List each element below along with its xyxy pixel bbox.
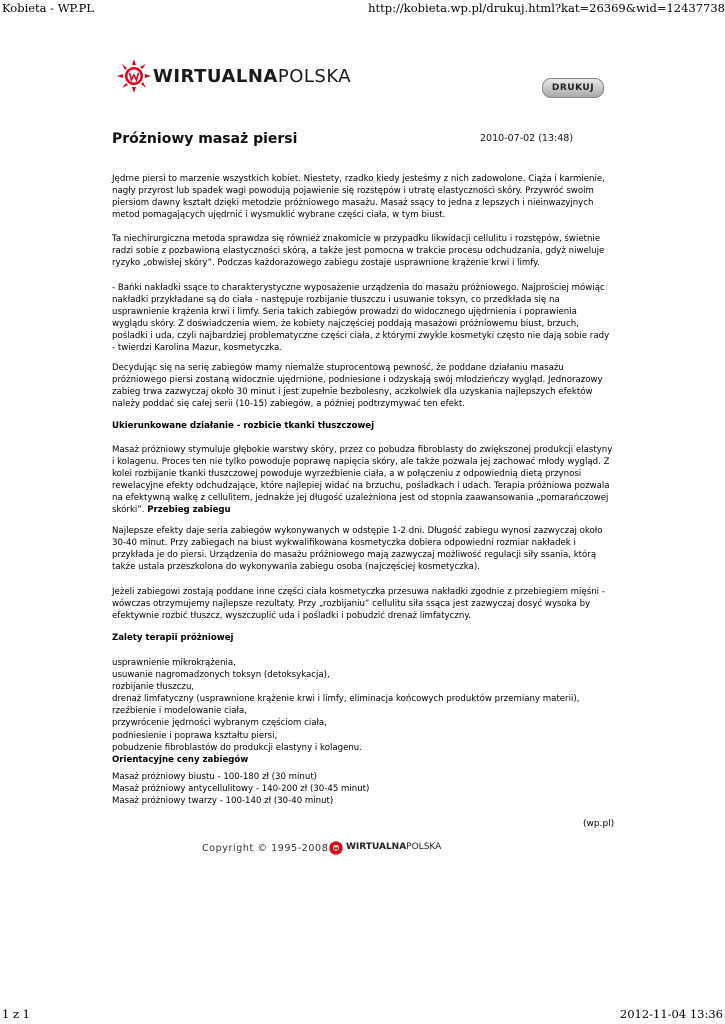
list-item: rzeźbienie i modelowanie ciała, [112,706,247,717]
benefits-list [112,657,614,766]
page-count: 1 z 1 [2,1007,31,1021]
section-heading-1: Ukierunkowane działanie - rozbicie tkanki tłuszczowej [112,421,375,431]
print-header [0,0,725,16]
wp-logo-icon [328,840,344,856]
list-item: podniesienie i poprawa kształtu piersi, [112,730,278,741]
page-url-header: http://kobieta.wp.pl/drukuj.html?kat=26369&wid=12437738 [368,1,725,15]
wp-logo-text: WIRTUALNAPOLSKA [153,66,352,87]
list-item: przywrócenie jędrności wybranym częściom ciała, [112,718,327,729]
article-source: (wp.pl) [583,819,615,829]
footer-logo-text: WIRTUALNAPOLSKA [346,842,442,852]
copyright-text: Copyright © 1995-2008 [202,843,329,854]
section-heading-3: Zalety terapii próżniowej [112,633,234,643]
paragraph-7: Jeżeli zabiegowi zostają poddane inne części ciała kosmetyczka przesuwa nakładki zgodnie z przebiegiem mięśni - wówczas otrzymujemy najlepsze rezultaty. Przy „rozbijaniu” cellulitu siła ssąca jest zazwyczaj dosyć wysoka by efektywnie rozbić tłuszcz, wyszczuplić uda i pośladki i pobudzić drenaż limfatyczny. [112,587,605,622]
print-footer [0,1006,725,1022]
list-item: Masaż próżniowy twarzy - 100-140 zł (30-40 minut) [112,796,334,807]
list-item: usuwanie nagromadzonych toksyn (detoksykacja), [112,670,330,681]
wp-logo[interactable] [116,58,356,94]
wp-logo-icon [116,58,152,94]
article-title: Próżniowy masaż piersi [112,131,298,147]
list-item: Masaż próżniowy biustu - 100-180 zł (30 minut) [112,772,318,782]
paragraph-3: - Bańki nakładki ssące to charakterystyczne wyposażenie urządzenia do masażu próżniowego. Najprościej mówiąc nakładki przykładane są do ciała - następuje rozbijanie tłuszczu i usuwanie toksyn, co przedkłada się na usprawnienie krążenia krwi i limfy. Seria takich zabiegów prowadzi do widocznego ujędrnienia i poprawienia wyglądu skóry. Z doświadczenia wiem, że kobiety najczęściej poddają masażowi próżniowemu biust, brzuch, pośladki i uda, czyli najbardziej problematyczne części ciała, z którymi zwykle kosmetyki często nie dają sobie rady - twierdzi Karolina Mazur, kosmetyczka. [112,283,610,354]
footer-logo [328,840,458,858]
list-item: pobudzenie fibroblastów do produkcji elastyny i kolagenu. [112,742,362,753]
section-heading-4: Orientacyjne ceny zabiegów [112,754,249,765]
paragraph-5 [112,444,614,517]
print-button[interactable]: DRUKUJ [542,78,604,98]
list-item: rozbijanie tłuszczu, [112,682,195,693]
page-title-header: Kobieta - WP.PL [2,1,94,15]
section-heading-2: Przebieg zabiegu [147,505,231,516]
copyright-bar [202,841,502,857]
paragraph-6: Najlepsze efekty daje seria zabiegów wykonywanych w odstępie 1-2 dni. Długość zabiegu wynosi zazwyczaj około 30-40 minut. Przy zabiegach na biust wykwalifikowana kosmetyczka dobiera odpowiedni rozmiar nakładek i przykłada je do piersi. Urządzenia do masażu próżniowego mają zazwyczaj możliwość regulacji siły ssania, którą także ustala przeszkolona do wykonywania zabiegu osoba (najczęściej kosmetyczka). [112,526,603,573]
list-item: Masaż próżniowy antycellulitowy - 140-200 zł (30-45 minut) [112,784,370,795]
article-date: 2010-07-02 (13:48) [480,133,574,144]
prices-list [112,771,614,807]
list-item: drenaż limfatyczny (usprawnione krążenie krwi i limfy, eliminacja końcowych produktów przemiany materii), [112,694,580,705]
list-item: usprawnienie mikrokrążenia, [112,658,236,668]
paragraph-1: Jędrne piersi to marzenie wszystkich kobiet. Niestety, rzadko kiedy jesteśmy z nich zadowolone. Ciąża i karmienie, nagły przyrost lub spadek wagi powodują pojawienie się rozstępów i utratę elastyczności skóry. Przywróć swoim piersiom dawny kształt dzięki metodzie próżniowego masażu. Masaż ssący to jedna z lepszych i nieinwazyjnych metod pomagających ujędrnić i wysmuklić wybrane części ciała, w tym biust. [112,174,605,221]
paragraph-5-text: Masaż próżniowy stymuluje głębokie warstwy skóry, przez co pobudza fibroblasty do zwiększonej produkcji elastyny i kolagenu. Proces ten nie tylko powoduje poprawę napięcia skóry, ale także pozwala jej zachować młody wygląd. Z kolei rozbijanie tkanki tłuszczowej powoduje wyrzeźbienie ciała, a w połączeniu z odpowiednią dietą przynosi rewelacyjne efekty odchudzające, które najlepiej widać na brzuchu, pośladkach i udach. Terapia próżniowa pozwala na efektywną walkę z cellulitem, jednakże jej długość uzależniona jest od stopnia zaawansowania „pomarańczowej skórki”. [112,445,613,516]
paragraph-4: Decydując się na serię zabiegów mamy niemalże stuprocentową pewność, że poddane działaniu masażu próżniowego piersi zostaną widocznie ujędrnione, podniesione i odzyskają swój młodzieńczy wygląd. Jednorazowy zabieg trwa zazwyczaj około 30 minut i jest zupełnie bezbolesny, aczkolwiek dla uzyskania najlepszych efektów należy poddać się całej serii (10-15) zabiegów, a później podtrzymywać ten efekt. [112,363,603,410]
paragraph-2: Ta niechirurgiczna metoda sprawdza się również znakomicie w przypadku likwidacji cellulitu i rozstępów, świetnie radzi sobie z pozbawioną elastyczności skórą, a także jest pomocna w trakcie procesu odchudzania, gdyż niweluje ryzyko „obwisłej skóry”. Podczas każdorazowego zabiegu zostaje usprawnione krążenie krwi i limfy. [112,234,605,269]
print-timestamp: 2012-11-04 13:36 [619,1007,723,1021]
